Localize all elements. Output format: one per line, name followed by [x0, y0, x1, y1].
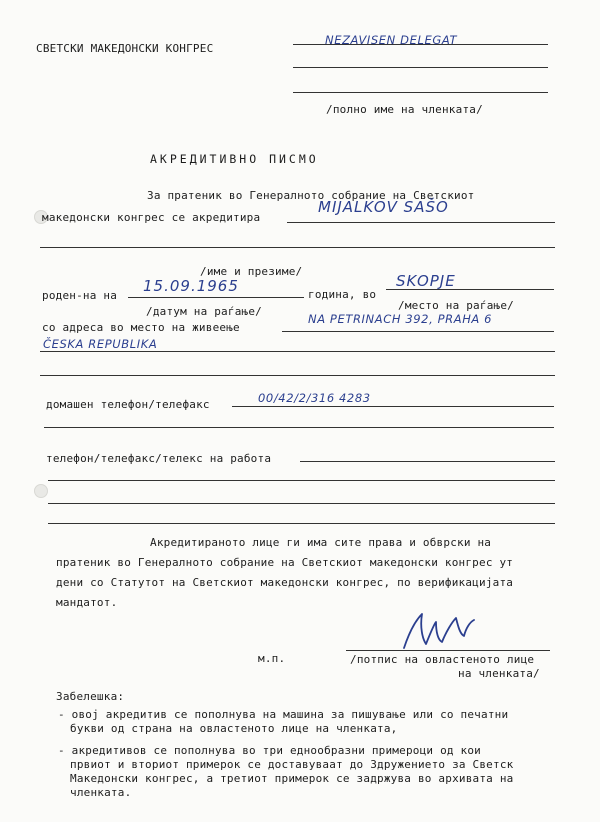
note-item-2-line-2: првиот и вториот примерок се доставуваат до Здружението за Светск [70, 758, 514, 771]
birth-date-value: 15.09.1965 [143, 277, 239, 295]
organization-name: СВЕТСКИ МАКЕДОНСКИ КОНГРЕС [36, 42, 214, 55]
punch-hole-bottom [34, 484, 48, 498]
birth-place-value: SKOPJE [396, 272, 456, 290]
home-phone-value: 00/42/2/316 4283 [258, 391, 371, 405]
name-line [287, 222, 555, 223]
intro-line-1: За пратеник во Генералното собрание на Светскиот [147, 189, 475, 202]
full-name-line-3 [293, 92, 548, 93]
rights-line-2: пратеник во Генералното собрание на Светскиот македонски конгрес ут [56, 556, 514, 569]
note-title: Забелешка: [56, 690, 125, 703]
address-line-1 [282, 331, 554, 332]
document-title: АКРЕДИТИВНО ПИСМО [150, 152, 319, 166]
birth-place-label: /место на раѓање/ [398, 299, 514, 312]
handwritten-signature [400, 608, 480, 648]
note-item-1-line-1: - овој акредитив се пополнува на машина за пишување или со печатни [58, 708, 509, 721]
work-phone-line [300, 461, 555, 462]
rights-line-3: дени со Статутот на Светскиот македонски конгрес, по верификацијата [56, 576, 514, 589]
work-phone-line-3 [48, 503, 555, 504]
work-phone-line-2 [48, 480, 555, 481]
note-item-2-line-3: Македонски конгрес, а третиот примерок се задржува во архивата на [70, 772, 514, 785]
delegate-name-value: MIJALKOV SAŠO [318, 198, 449, 216]
full-name-line-1 [293, 44, 548, 45]
address-label: со адреса во место на живеење [42, 321, 240, 334]
address-value-1: NA PETRINACH 392, PRAHA 6 [308, 312, 493, 326]
signature-label-1: /потпис на овластеното лице [350, 653, 535, 666]
birth-date-label: /датум на раѓање/ [146, 305, 262, 318]
stamp-place-label: м.п. [258, 652, 286, 665]
note-item-2-line-1: - акредитивов се пополнува во три еднообразни примероци од кои [58, 744, 481, 757]
birth-place-line [386, 289, 554, 290]
full-name-line-2 [293, 67, 548, 68]
rights-line-4: мандатот. [56, 596, 118, 609]
note-item-1-line-2: букви од страна на овластеното лице на членката, [70, 722, 398, 735]
member-full-name-value: NEZAVISEN DELEGAT [325, 33, 458, 47]
name-line-2 [40, 247, 555, 248]
birth-date-line [128, 297, 304, 298]
home-phone-line [232, 406, 554, 407]
signature-label-2: на членката/ [458, 667, 540, 680]
home-phone-line-2 [44, 427, 554, 428]
name-label: /име и презиме/ [200, 265, 303, 278]
address-line-3 [40, 375, 555, 376]
note-item-2-line-4: членката. [70, 786, 132, 799]
address-line-2 [40, 351, 555, 352]
born-label: роден-на на [42, 289, 118, 302]
intro-line-2: македонски конгрес се акредитира [42, 211, 261, 224]
year-label: година, во [308, 288, 377, 301]
full-name-label: /полно име на членката/ [326, 103, 483, 116]
work-phone-line-4 [48, 523, 555, 524]
address-value-2: ČESKA REPUBLIKA [43, 337, 158, 351]
rights-line-1: Акредитираното лице ги има сите права и обврски на [150, 536, 492, 549]
work-phone-label: телефон/телефакс/телекс на работа [46, 452, 272, 465]
home-phone-label: домашен телефон/телефакс [46, 398, 210, 411]
signature-line [346, 650, 550, 651]
